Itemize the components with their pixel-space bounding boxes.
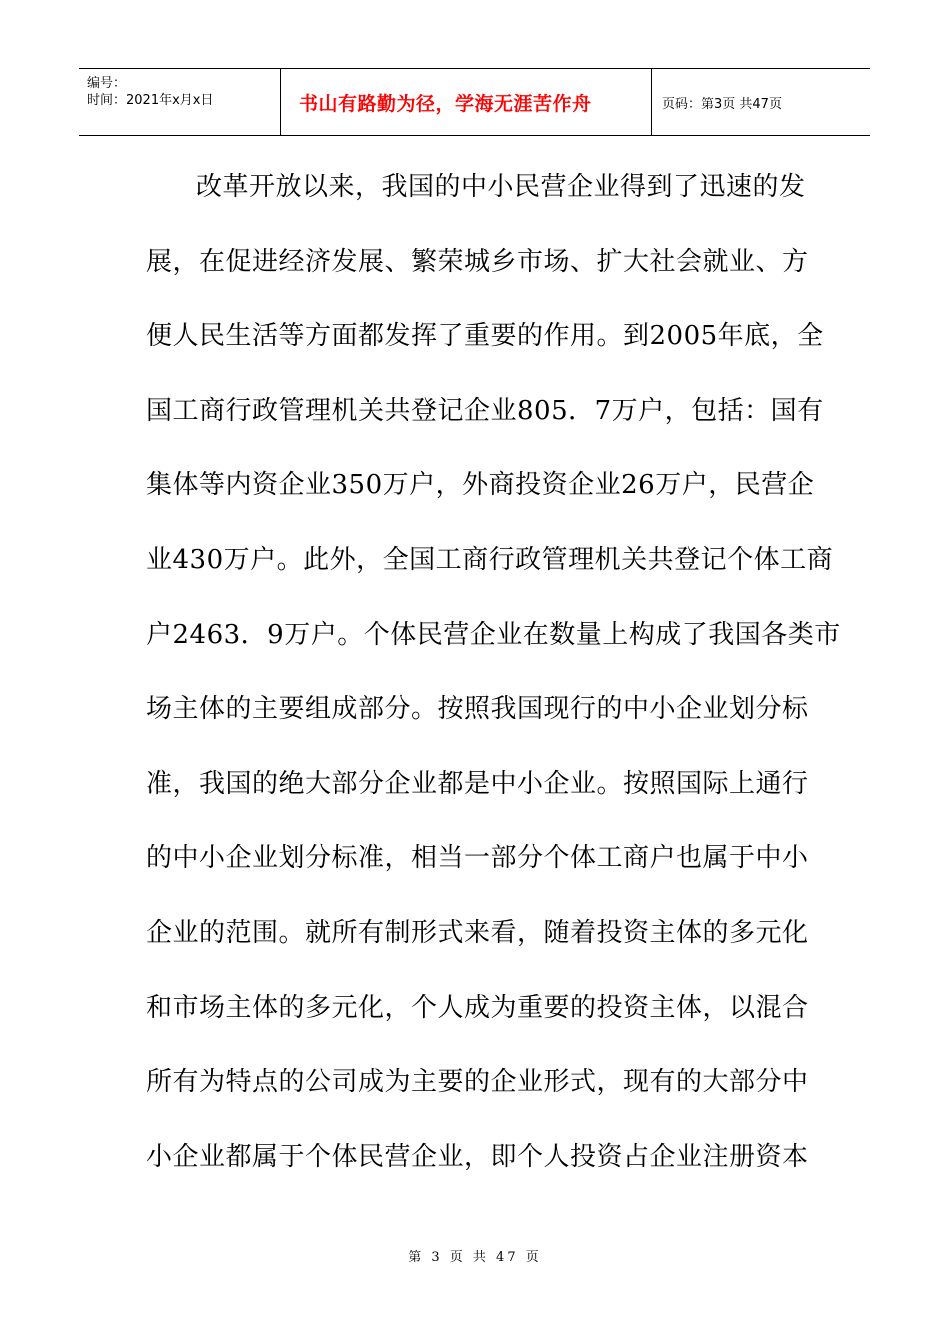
- body-line: 集体等内资企业350万户，外商投资企业26万户，民营企: [146, 470, 815, 501]
- body-line: 所有为特点的公司成为主要的企业形式，现有的大部分中: [146, 1067, 809, 1098]
- header-page-info: 页码：第3页 共47页: [662, 96, 782, 112]
- body-line: 便人民生活等方面都发挥了重要的作用。到2005年底，全: [146, 321, 824, 352]
- body-line: 的中小企业划分标准，相当一部分个体工商户也属于中小: [146, 843, 809, 874]
- number-label: 编号：: [87, 76, 127, 91]
- body-line: 场主体的主要组成部分。按照我国现行的中小企业划分标: [146, 694, 809, 725]
- time-label: 时间：2021年x月x日: [87, 93, 214, 108]
- body-line: 业430万户。此外，全国工商行政管理机关共登记个体工商: [146, 544, 834, 575]
- page-header: [79, 68, 870, 136]
- body-line: 企业的范围。就所有制形式来看，随着投资主体的多元化: [146, 917, 809, 948]
- body-line: 户2463．9万户。个体民营企业在数量上构成了我国各类市: [146, 619, 841, 650]
- document-body: [146, 150, 841, 1194]
- body-line: 和市场主体的多元化，个人成为重要的投资主体，以混合: [146, 992, 809, 1023]
- body-line: 小企业都属于个体民营企业，即个人投资占企业注册资本: [146, 1141, 809, 1172]
- body-line: 国工商行政管理机关共登记企业805．7万户，包括：国有: [146, 395, 824, 426]
- body-line: 准，我国的绝大部分企业都是中小企业。按照国际上通行: [146, 768, 809, 799]
- header-motto: 书山有路勤为径，学海无涯苦作舟: [281, 69, 652, 135]
- body-line: 展，在促进经济发展、繁荣城乡市场、扩大社会就业、方: [146, 246, 809, 277]
- body-line: 改革开放以来，我国的中小民营企业得到了迅速的发: [196, 172, 806, 202]
- page-footer: 第 3 页 共 47 页: [408, 1250, 542, 1265]
- header-meta: [79, 69, 281, 135]
